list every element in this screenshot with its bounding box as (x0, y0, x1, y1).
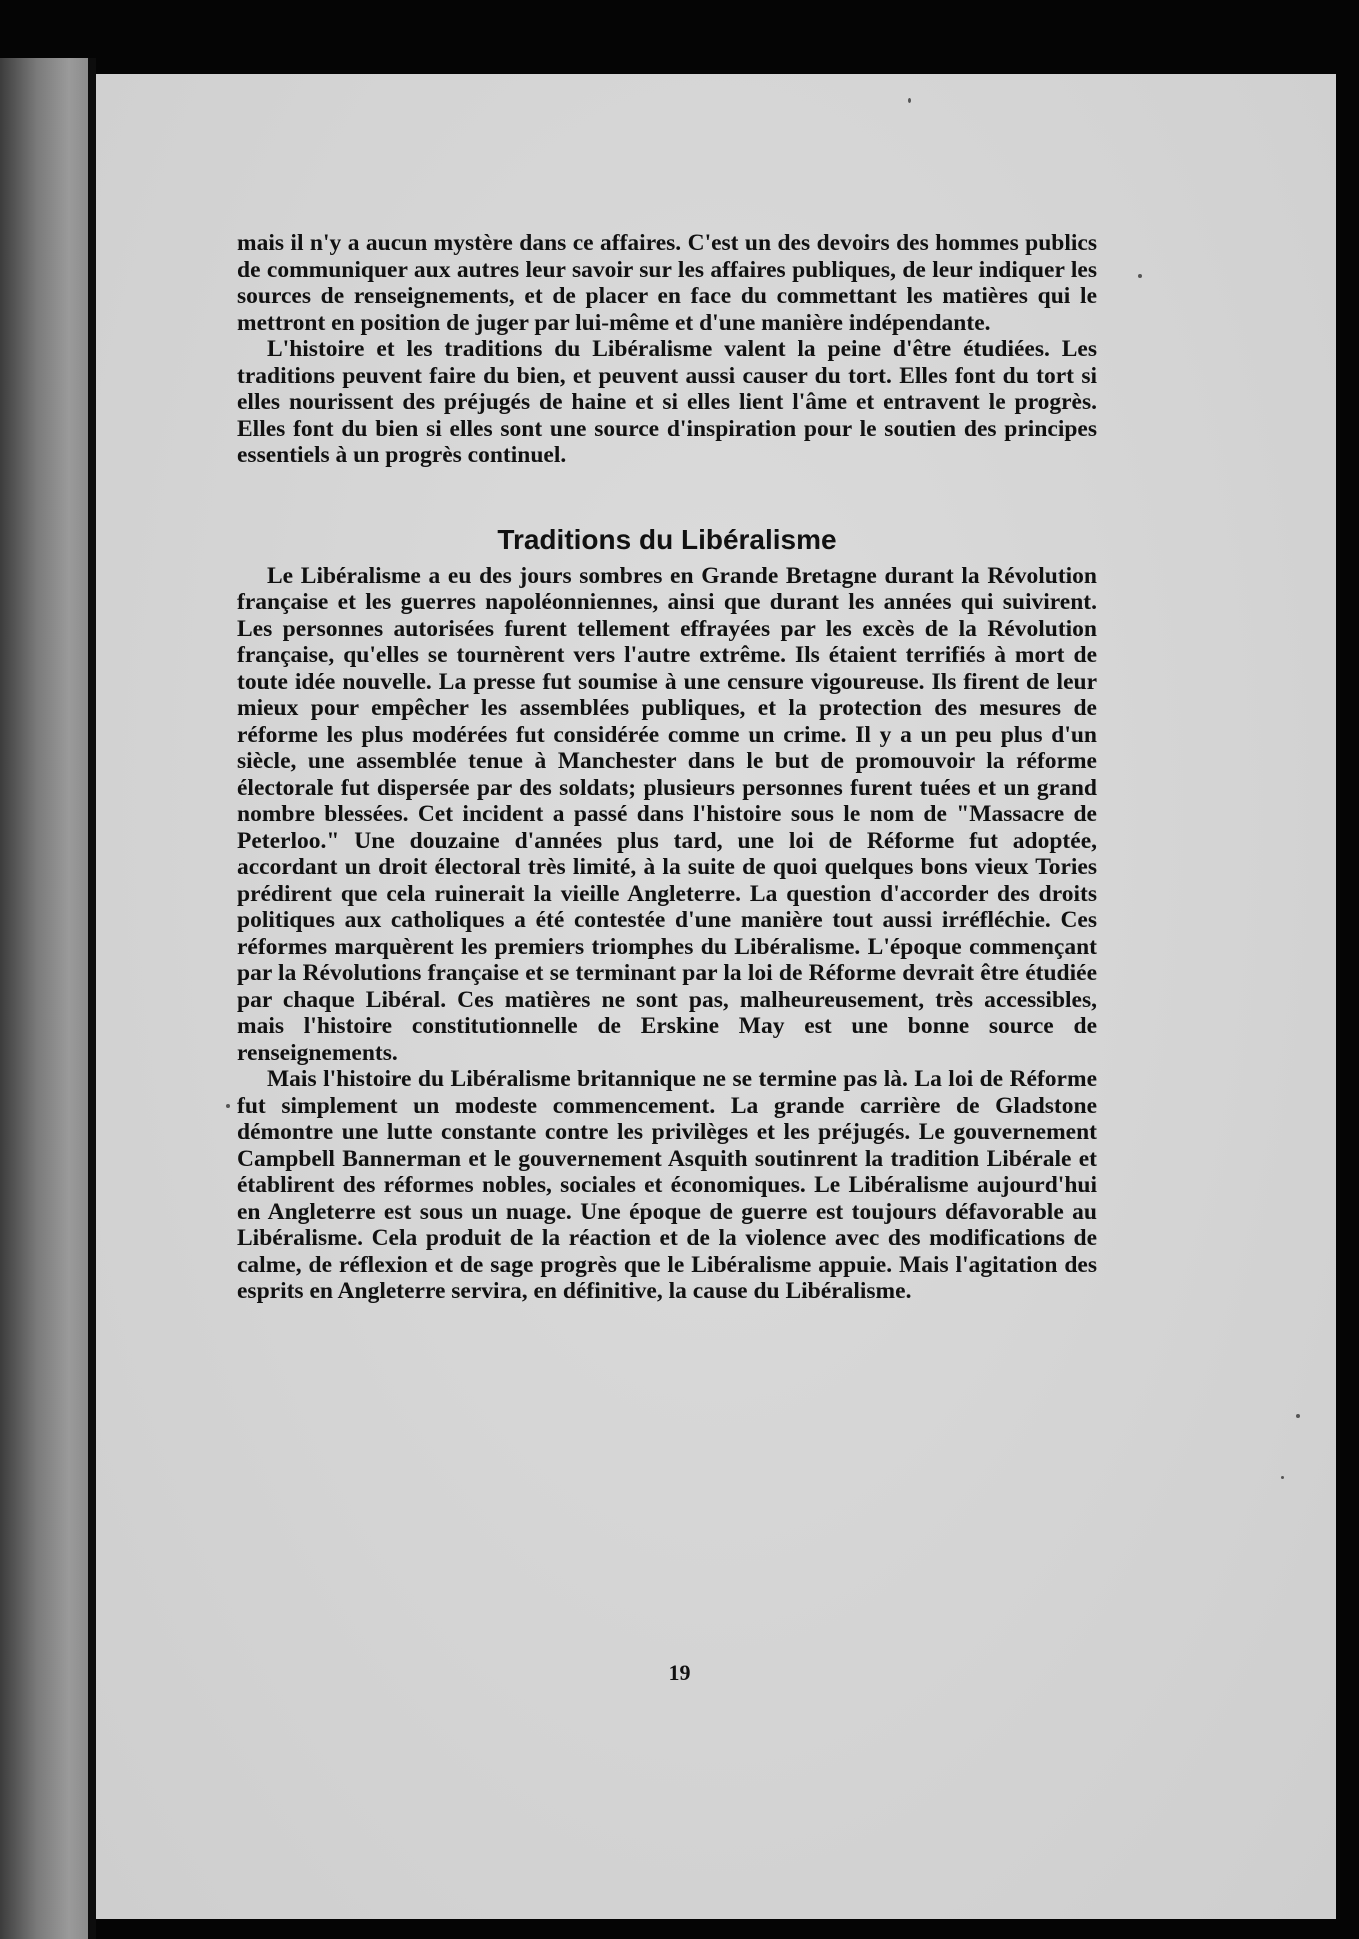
paper-speck (226, 1104, 230, 1108)
adjacent-page-edge (0, 58, 92, 1939)
book-spine-shadow (88, 58, 96, 1939)
paper-speck (1138, 274, 1142, 278)
paper-speck (1281, 1476, 1284, 1479)
page-number: 19 (668, 1660, 691, 1685)
paper-speck (908, 98, 911, 103)
paragraph: Mais l'histoire du Libéralisme britannique ne se termine pas là. La loi de Réforme fut simplement un modeste commencement. La grande carrière de Gladstone démontre une lutte constante contre les privilèges et les préjugés. Le gouvernement Campbell Bannerman et le gouvernement Asquith soutinrent la tradition Libérale et établirent des réformes nobles, sociales et économiques. Le Libéralisme aujourd'hui en Angleterre est sous un nuage. Une époque de guerre est toujours défavorable au Libéralisme. Cela produit de la réaction et de la violence avec des modifications de calme, de réflexion et de sage progrès que le Libéralisme appuie. Mais l'agitation des esprits en Angleterre servira, en définitive, la cause du Libéralisme. (237, 1066, 1097, 1304)
section-heading: Traditions du Libéralisme (497, 523, 837, 555)
page-text (237, 230, 1097, 1305)
paper-speck (1296, 1414, 1300, 1418)
paragraph: L'histoire et les traditions du Libéralisme valent la peine d'être étudiées. Les traditions peuvent faire du bien, et peuvent aussi causer du tort. Elles font du tort si elles nourissent des préjugés de haine et si elles lient l'âme et entravent le progrès. Elles font du bien si elles sont une source d'inspiration pour le soutien des principes essentiels à un progrès continuel. (237, 336, 1097, 468)
paragraph: Le Libéralisme a eu des jours sombres en Grande Bretagne durant la Révolution française et les guerres napoléonniennes, ainsi que durant les années qui suivirent. Les personnes autorisées furent tellement effrayées par les excès de la Révolution française, qu'elles se tournèrent vers l'autre extrême. Ils étaient terrifiés à mort de toute idée nouvelle. La presse fut soumise à une censure vigoureuse. Ils firent de leur mieux pour empêcher les assemblées publiques, et la protection des mesures de réforme les plus modérées fut considérée comme un crime. Il y a un peu plus d'un siècle, une assemblée tenue à Manchester dans le but de promouvoir la réforme électorale fut dispersée par des soldats; plusieurs personnes furent tuées et un grand nombre blessées. Cet incident a passé dans l'histoire sous le nom de "Massacre de Peterloo." Une douzaine d'années plus tard, une loi de Réforme fut adoptée, accordant un droit électoral très limité, à la suite de quoi quelques bons vieux Tories prédirent que cela ruinerait la vieille Angleterre. La question d'accorder des droits politiques aux catholiques a été contestée d'une manière tout aussi irréfléchie. Ces réformes marquèrent les premiers triomphes du Libéralisme. L'époque commençant par la Révolutions française et se terminant par la loi de Réforme devrait être étudiée par chaque Libéral. Ces matières ne sont pas, malheureusement, très accessibles, mais l'histoire constitutionnelle de Erskine May est une bonne source de renseignements. (237, 562, 1097, 1066)
paragraph: mais il n'y a aucun mystère dans ce affaires. C'est un des devoirs des hommes publics de communiquer aux autres leur savoir sur les affaires publiques, de leur indiquer les sources de renseignements, et de placer en face du commettant les matières qui le mettront en position de juger par lui-même et d'une manière indépendante. (237, 230, 1097, 336)
